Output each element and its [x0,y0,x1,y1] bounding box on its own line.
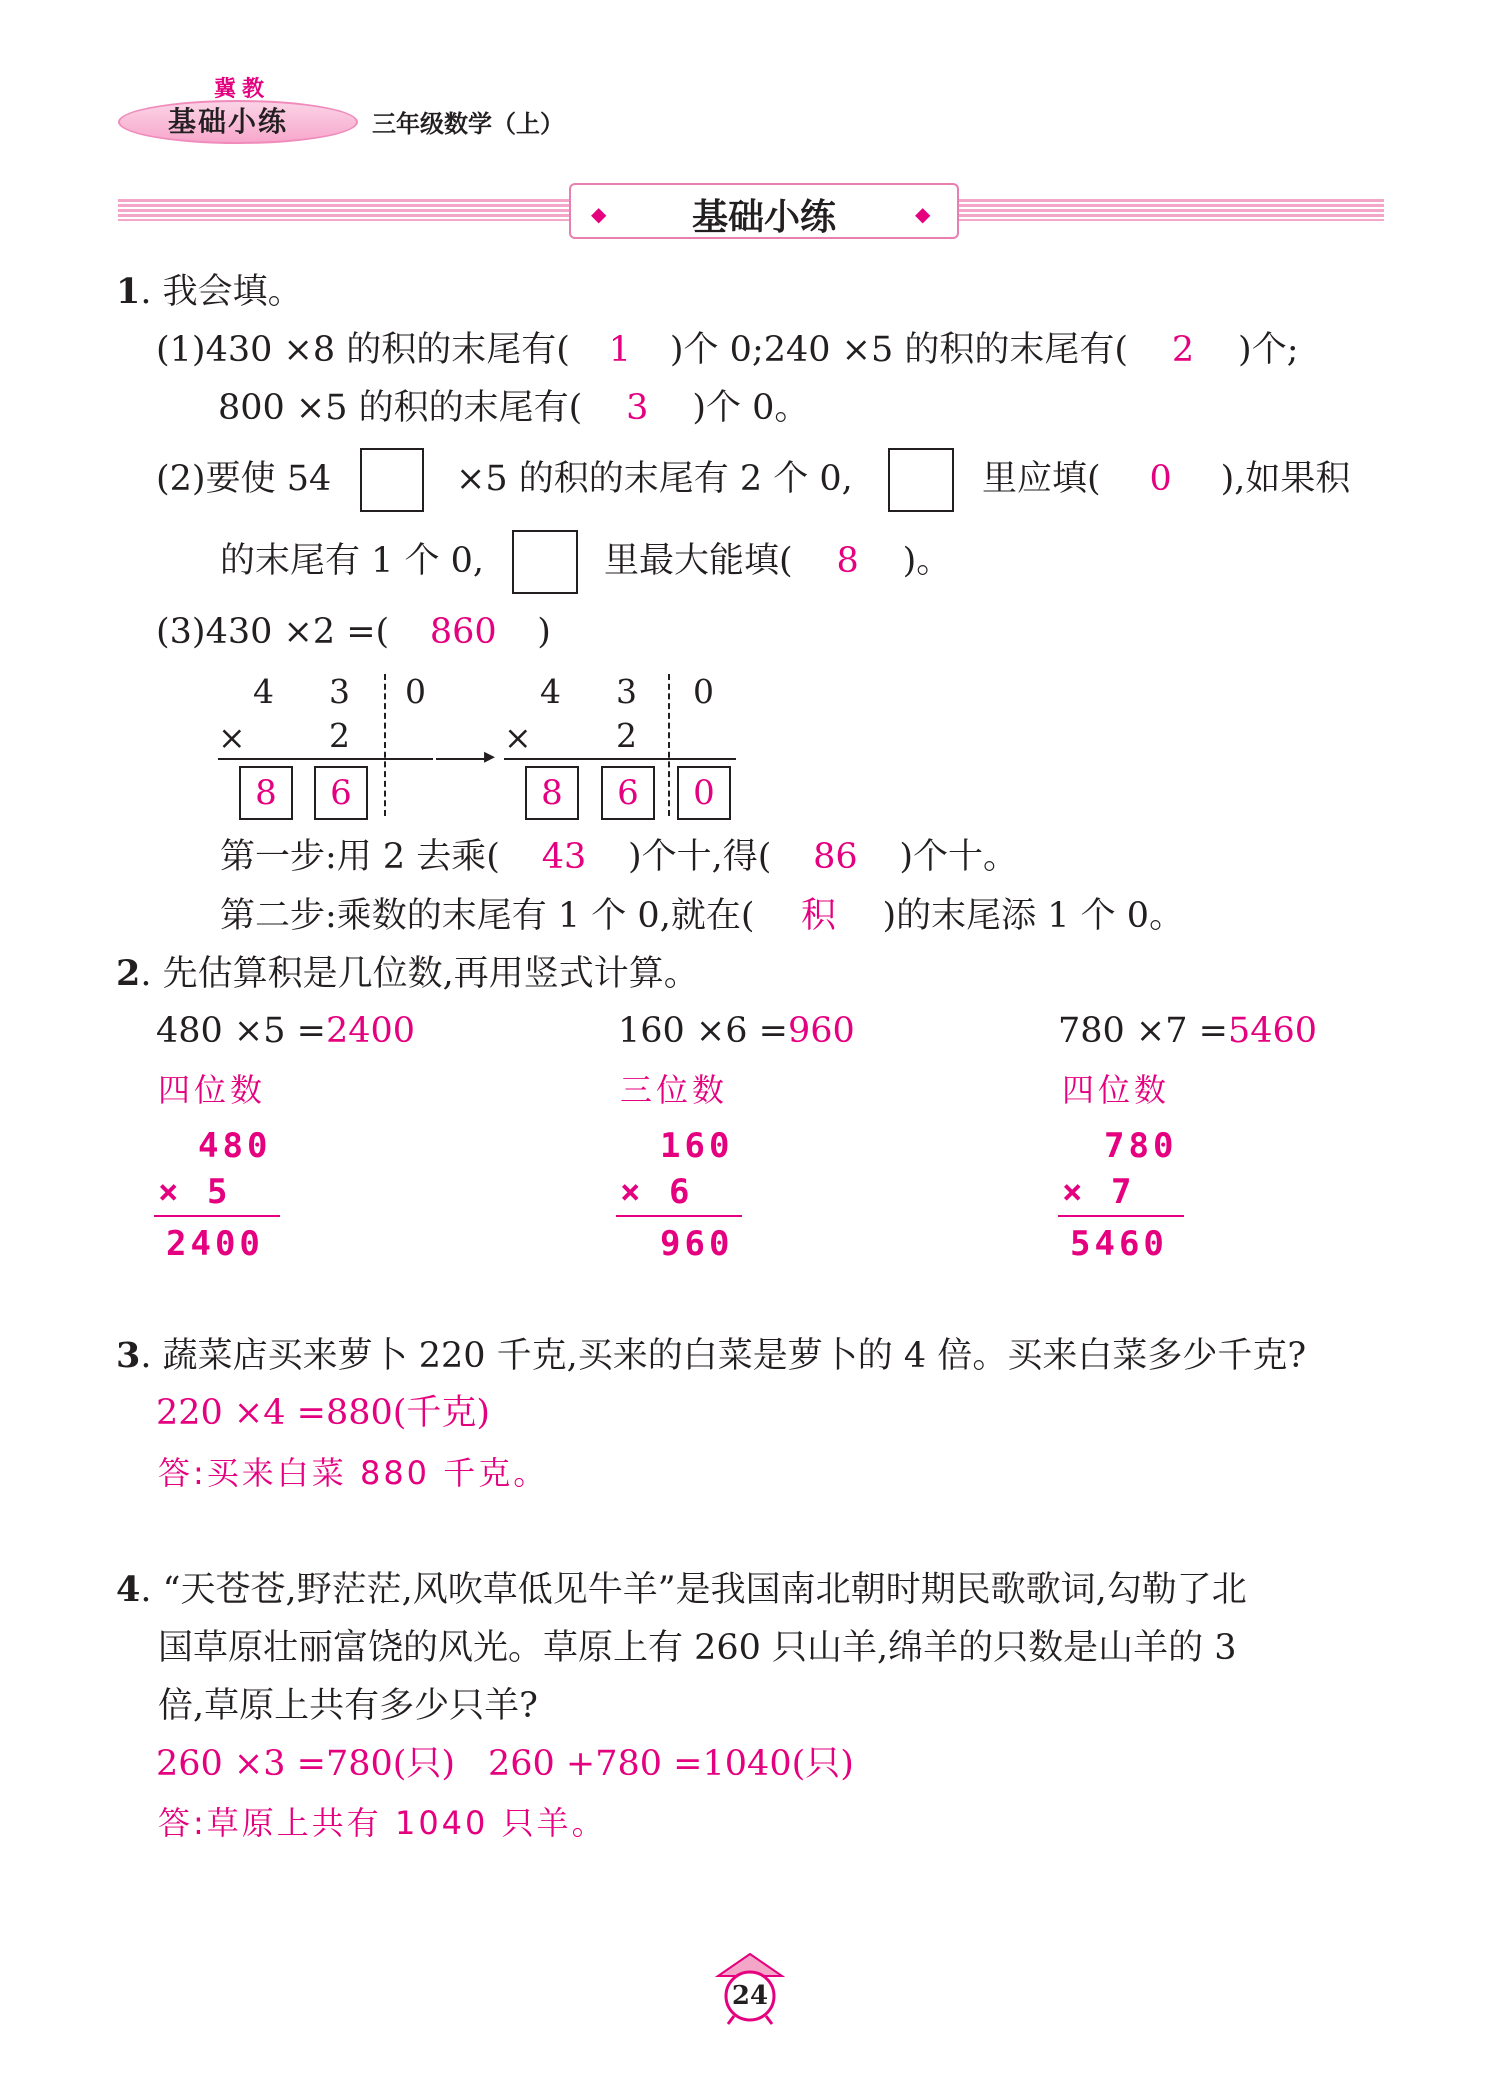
digit: 2 [616,716,637,755]
result-box: 6 [601,766,655,820]
result-box: 0 [677,766,731,820]
result-box: 6 [314,766,368,820]
answer: 1 [608,330,632,370]
q2-title: 先估算积是几位数,再用竖式计算。 [162,954,699,994]
answer: 8 [836,541,859,581]
text: (1)430 ×8 的积的末尾有( [156,330,570,370]
series-top-label: 冀教 [214,76,271,102]
series-name: 基础小练 [168,105,289,138]
times-sign: × [218,718,246,757]
digit: 0 [693,672,714,711]
calc-top: 160 [660,1126,734,1166]
arrow-right-icon: ▸ [484,744,496,769]
digit: 0 [405,672,426,711]
q2-expr-3 [1058,1011,1317,1051]
digit: 4 [253,672,274,711]
text: 里应填( [982,459,1101,499]
digit: 3 [616,672,637,711]
q4-work-1: 260 ×3 =780(只) [156,1744,456,1784]
q1-p1-line2 [218,388,809,428]
calc-mult: × 5 [158,1172,232,1212]
section-title: 基础小练 [691,196,836,238]
text: 480 ×5 = [156,1011,326,1051]
q3-work: 220 ×4 =880(千克) [156,1393,491,1433]
text: )的末尾添 1 个 0。 [882,896,1185,936]
text: )个; [1238,330,1299,370]
calc-result: 2400 [166,1224,264,1264]
q2-expr-1 [156,1011,415,1051]
text: )个十。 [899,837,1019,877]
calc-top: 780 [1104,1126,1178,1166]
answer: 43 [541,837,587,877]
q4-work-2: 260 +780 =1040(只) [488,1744,854,1784]
q1-heading: 1. 我会填。 [116,271,303,312]
q4-line1: “天苍苍,野茫茫,风吹草低见牛羊”是我国南北朝时期民歌歌词,勾勒了北 [162,1570,1247,1610]
text: ),如果积 [1220,459,1351,499]
q4-line3: 倍,草原上共有多少只羊? [158,1686,538,1726]
text: 第二步:乘数的末尾有 1 个 0,就在( [220,896,755,936]
arrow-line [436,758,488,760]
q1-p3-line [156,612,551,652]
rule-line [616,1215,742,1217]
result-box: 8 [525,766,579,820]
q4-heading: 4. “天苍苍,野茫茫,风吹草低见牛羊”是我国南北朝时期民歌歌词,勾勒了北 [116,1569,1247,1610]
blank-box [888,448,954,512]
answer: 积 [800,896,836,936]
answer: 0 [1149,459,1172,499]
text: )。 [902,541,952,581]
calc-mult: × 6 [620,1172,694,1212]
answer: 3 [626,388,649,428]
answer: 2 [1171,330,1195,370]
calc-top: 480 [198,1126,272,1166]
q1-p2-text-b: ×5 的积的末尾有 2 个 0, [456,459,853,499]
q3-heading: 3. 蔬菜店买来萝卜 220 千克,买来的白菜是萝卜的 4 倍。买来白菜多少千克? [116,1335,1307,1376]
result-box: 8 [239,766,293,820]
text: 160 ×6 = [618,1011,788,1051]
q4-answer: 答:草原上共有 1040 只羊。 [158,1804,607,1842]
q1-step1 [220,837,1018,877]
section-title-box [569,183,959,239]
diamond-icon: ◆ [915,202,931,226]
q2-heading: 2. 先估算积是几位数,再用竖式计算。 [116,953,699,994]
text: )个 0;240 ×5 的积的末尾有( [669,330,1129,370]
q2-expr-2 [618,1011,855,1051]
q3-number: 3 [116,1335,141,1376]
q1-p1-line1 [156,330,1299,370]
answer: 2400 [325,1011,416,1051]
q1-p2-line2-end [604,541,951,581]
q2-number: 2 [116,953,141,994]
q1-title: 我会填。 [162,272,303,312]
q4-number: 4 [116,1569,141,1610]
q3-question: 蔬菜店买来萝卜 220 千克,买来的白菜是萝卜的 4 倍。买来白菜多少千克? [162,1336,1307,1376]
rule-line [1058,1215,1184,1217]
estimate-label: 四位数 [1062,1071,1171,1109]
rule-line [504,758,736,760]
estimate-label: 四位数 [158,1071,267,1109]
text: )个十,得( [627,837,772,877]
rule-line [154,1215,280,1217]
diamond-icon: ◆ [591,202,607,226]
digit: 4 [540,672,561,711]
text: 里最大能填( [604,541,793,581]
blank-box [360,448,424,512]
calc-mult: × 7 [1062,1172,1136,1212]
estimate-label: 三位数 [620,1071,729,1109]
answer: 960 [787,1011,855,1051]
answer: 860 [429,612,497,652]
q1-step2 [220,896,1184,936]
q1-p2-line1-end [982,459,1350,499]
digit: 3 [329,672,350,711]
text: 第一步:用 2 去乘( [220,837,500,877]
digit: 2 [329,716,350,755]
text: 780 ×7 = [1058,1011,1228,1051]
q1-number: 1 [116,271,141,312]
blank-box [512,530,578,594]
text: ) [537,612,551,652]
text: (3)430 ×2 =( [156,612,390,652]
q1-p2-text-a: (2)要使 54 [156,459,332,499]
q3-answer: 答:买来白菜 880 千克。 [158,1454,549,1492]
text: )个 0。 [692,388,810,428]
subject-label: 三年级数学（上） [372,109,564,138]
text: 800 ×5 的积的末尾有( [218,388,583,428]
calc-result: 960 [660,1224,734,1264]
answer: 5460 [1227,1011,1318,1051]
calc-result: 5460 [1070,1224,1168,1264]
dashed-divider [668,674,670,816]
answer: 86 [813,837,858,877]
times-sign: × [504,718,532,757]
q4-line2: 国草原壮丽富饶的风光。草原上有 260 只山羊,绵羊的只数是山羊的 3 [158,1628,1237,1668]
q1-p2-text-e: 的末尾有 1 个 0, [220,541,485,581]
dashed-divider [384,674,386,816]
rule-line [218,758,433,760]
page-number: 24 [731,1981,769,2011]
